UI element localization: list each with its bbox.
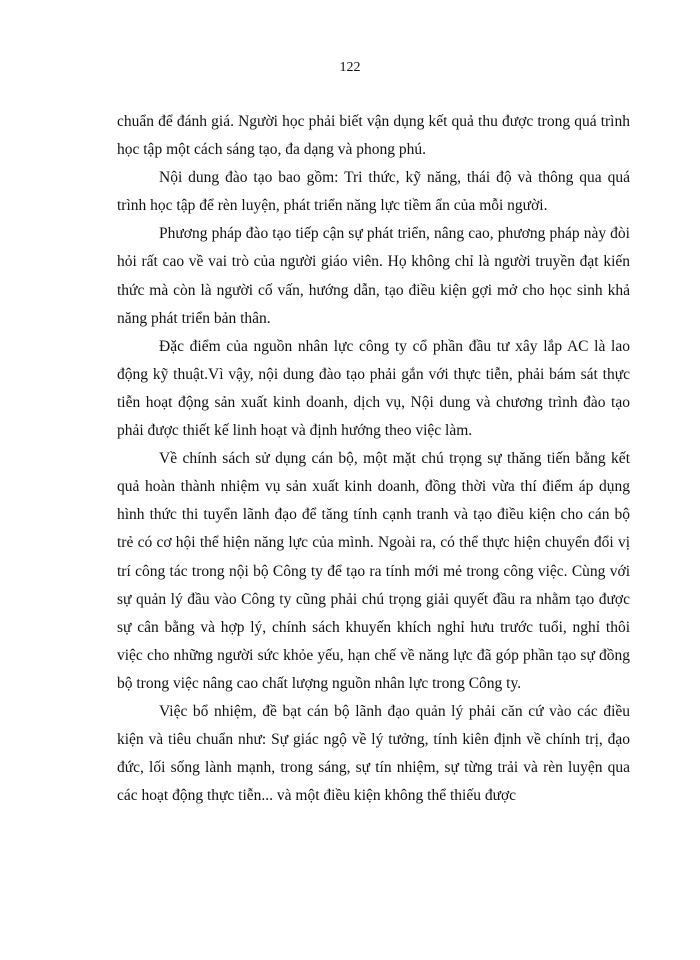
paragraph-training-content: Nội dung đào tạo bao gồm: Tri thức, kỹ năng, thái độ và thông qua quá trình học tập để rèn luyện, phát triển năng lực tiềm ẩn của mỗi người.: [117, 169, 630, 215]
paragraph-training-method: Phương pháp đào tạo tiếp cận sự phát triển, nâng cao, phương pháp này đòi hỏi rất cao về vai trò của người giáo viên. Họ không chỉ là người truyền đạt kiến thức mà còn là người cố vấn, hướng dẫn, tạo điều kiện gợi mở cho học sinh khả năng phát triển bản thân.: [117, 225, 630, 327]
paragraph-staff-policy: Về chính sách sử dụng cán bộ, một mặt chú trọng sự thăng tiến bằng kết quả hoàn thành nhiệm vụ sản xuất kinh doanh, đồng thời vừa thí điểm áp dụng hình thức thi tuyển lãnh đạo để tăng tính cạnh tranh và tạo điều kiện cho cán bộ trẻ có cơ hội thể hiện năng lực của mình. Ngoài ra, có thể thực hiện chuyển đổi vị trí công tác trong nội bộ Công ty để tạo ra tính mới mẻ trong công việc. Cùng với sự quản lý đầu vào Công ty cũng phải chú trọng giải quyết đầu ra nhằm tạo được sự cân bằng và hợp lý, chính sách khuyến khích nghỉ hưu trước tuổi, nghỉ thôi việc cho những người sức khỏe yếu, hạn chế về năng lực đã góp phần tạo sự đồng bộ trong việc nâng cao chất lượng nguồn nhân lực trong Công ty.: [117, 450, 630, 692]
page-number: 122: [339, 60, 361, 75]
paragraph-continuation: chuẩn để đánh giá. Người học phải biết vận dụng kết quả thu được trong quá trình học tập một cách sáng tạo, đa dạng và phong phú.: [117, 113, 630, 159]
paragraph-appointment: Việc bổ nhiệm, đề bạt cán bộ lãnh đạo quản lý phải căn cứ vào các điều kiện và tiêu chuẩn như: Sự giác ngộ về lý tưởng, tính kiên định về chính trị, đạo đức, lối sống lành mạnh, trong sáng, sự tín nhiệm, sự từng trải và rèn luyện qua các hoạt động thực tiễn... và một điều kiện không thể thiếu được: [117, 702, 630, 805]
body-text: [117, 108, 630, 810]
paragraph-workforce-characteristics: Đặc điểm của nguồn nhân lực công ty cổ phần đầu tư xây lắp AC là lao động kỹ thuật.Vì vậy, nội dung đào tạo phải gắn với thực tiễn, phải bám sát thực tiễn hoạt động sản xuất kinh doanh, dịch vụ, Nội dung và chương trình đào tạo phải được thiết kế linh hoạt và định hướng theo việc làm.: [117, 337, 630, 440]
